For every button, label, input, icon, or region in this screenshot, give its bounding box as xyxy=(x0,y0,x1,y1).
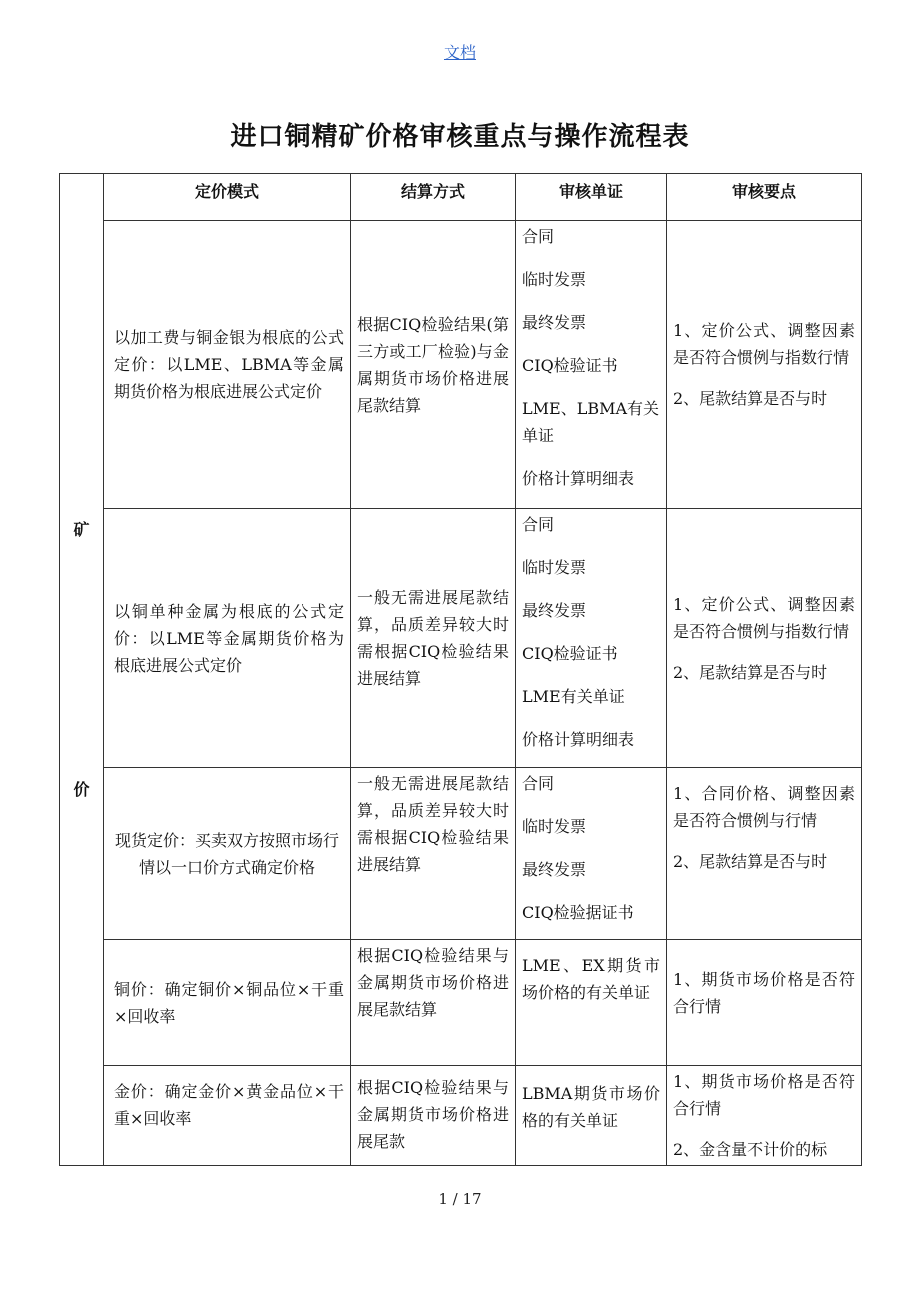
audit-points-cell xyxy=(667,1066,862,1166)
audit-points-cell xyxy=(667,940,862,1066)
audit-point: 2、尾款结算是否与时 xyxy=(673,389,828,408)
document-item: LME有关单证 xyxy=(522,687,625,706)
price-audit-table xyxy=(59,173,862,1166)
audit-point: 1、期货市场价格是否符合行情 xyxy=(673,1072,855,1118)
document-item: 合同 xyxy=(522,227,555,246)
table-row xyxy=(60,1066,862,1166)
audit-point: 1、定价公式、调整因素是否符合惯例与指数行情 xyxy=(673,594,855,641)
table-row xyxy=(60,221,862,509)
document-item: 临时发票 xyxy=(522,817,587,836)
audit-point: 1、期货市场价格是否符合行情 xyxy=(673,970,855,1016)
document-item: LME、LBMA有关单证 xyxy=(522,399,660,445)
pricing-mode-cell: 以加工费与铜金银为根底的公式定价：以LME、LBMA等金属期货价格为根底进展公式定价 xyxy=(104,221,351,509)
documents-cell: LME、EX期货市场价格的有关单证 xyxy=(516,940,667,1066)
settlement-cell: 根据CIQ检验结果与金属期货市场价格进展尾款 xyxy=(351,1066,516,1166)
column-header-mode: 定价模式 xyxy=(104,174,351,221)
audit-point: 1、合同价格、调整因素是否符合惯例与行情 xyxy=(673,784,855,830)
column-header-documents: 审核单证 xyxy=(516,174,667,221)
document-item: 最终发票 xyxy=(522,860,587,879)
settlement-cell: 根据CIQ检验结果与金属期货市场价格进展尾款结算 xyxy=(351,940,516,1066)
pricing-mode-cell: 铜价：确定铜价×铜品位×干重×回收率 xyxy=(104,940,351,1066)
table-row xyxy=(60,768,862,940)
header-link[interactable]: 文档 xyxy=(443,43,476,62)
documents-cell xyxy=(516,221,667,509)
document-item: CIQ检验据证书 xyxy=(522,903,634,922)
table-row xyxy=(60,509,862,768)
audit-points-cell xyxy=(667,221,862,509)
side-label-cell xyxy=(60,174,104,1166)
document-item: CIQ检验证书 xyxy=(522,644,618,663)
documents-cell xyxy=(516,768,667,940)
settlement-cell: 根据CIQ检验结果(第三方或工厂检验)与金属期货市场价格进展尾款结算 xyxy=(351,221,516,509)
audit-point: 1、定价公式、调整因素是否符合惯例与指数行情 xyxy=(673,321,855,367)
table-header-row xyxy=(60,174,862,221)
side-label-char: 矿 xyxy=(73,520,90,539)
document-item: 价格计算明细表 xyxy=(522,469,635,488)
audit-points-cell xyxy=(667,509,862,768)
document-item: 最终发票 xyxy=(522,601,587,620)
pricing-mode-cell: 以铜单种金属为根底的公式定价：以LME等金属期货价格为根底进展公式定价 xyxy=(104,509,351,768)
audit-point: 2、尾款结算是否与时 xyxy=(673,852,828,871)
settlement-cell: 一般无需进展尾款结算，品质差异较大时需根据CIQ检验结果进展结算 xyxy=(351,509,516,768)
settlement-cell: 一般无需进展尾款结算，品质差异较大时需根据CIQ检验结果进展结算 xyxy=(351,768,516,940)
audit-point: 2、金含量不计价的标 xyxy=(673,1140,828,1159)
document-item: CIQ检验证书 xyxy=(522,356,618,375)
column-header-settlement: 结算方式 xyxy=(351,174,516,221)
column-header-points: 审核要点 xyxy=(667,174,862,221)
pricing-mode-cell: 金价：确定金价×黄金品位×干重×回收率 xyxy=(104,1066,351,1166)
audit-points-cell xyxy=(667,768,862,940)
pricing-mode-cell: 现货定价：买卖双方按照市场行情以一口价方式确定价格 xyxy=(104,768,351,940)
document-item: 临时发票 xyxy=(522,558,587,577)
document-item: 价格计算明细表 xyxy=(522,730,635,749)
page-title: 进口铜精矿价格审核重点与操作流程表 xyxy=(230,122,690,152)
documents-cell: LBMA期货市场价格的有关单证 xyxy=(516,1066,667,1166)
audit-point: 2、尾款结算是否与时 xyxy=(673,662,828,682)
document-item: 临时发票 xyxy=(522,270,587,289)
side-label-char: 价 xyxy=(73,780,90,799)
document-item: 最终发票 xyxy=(522,313,587,332)
table-row xyxy=(60,940,862,1066)
documents-cell xyxy=(516,509,667,768)
page-number: 1 / 17 xyxy=(438,1190,482,1208)
document-item: 合同 xyxy=(522,515,555,534)
document-item: 合同 xyxy=(522,774,555,793)
